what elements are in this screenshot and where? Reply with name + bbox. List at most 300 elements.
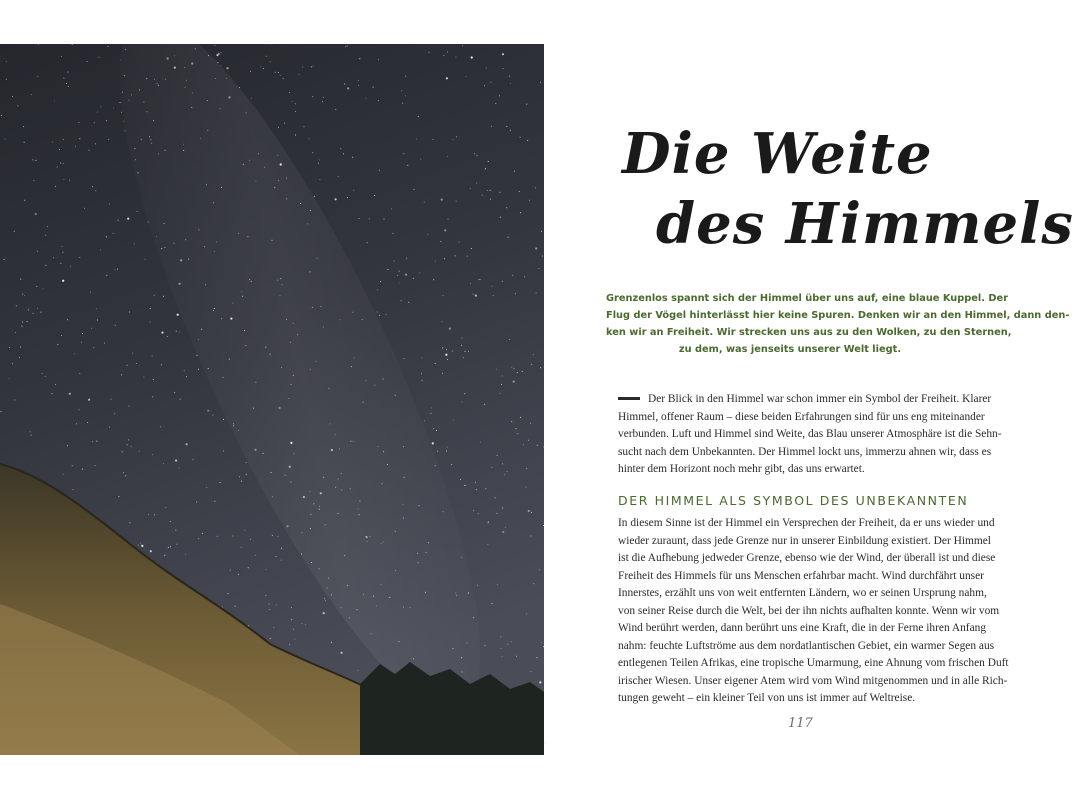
star — [509, 76, 510, 77]
star — [526, 613, 527, 614]
star — [442, 373, 443, 374]
star — [60, 263, 61, 264]
star — [402, 103, 403, 104]
star — [55, 186, 56, 187]
star — [84, 208, 85, 209]
star — [310, 514, 311, 515]
star — [335, 198, 337, 200]
star — [12, 96, 13, 97]
star — [358, 670, 359, 671]
star — [228, 593, 229, 594]
star — [533, 354, 534, 355]
star — [319, 568, 320, 569]
star — [269, 609, 270, 610]
star — [125, 49, 126, 50]
star — [129, 522, 130, 523]
star — [497, 584, 498, 585]
star — [300, 203, 301, 204]
star — [139, 89, 140, 90]
star — [480, 279, 481, 280]
star — [163, 463, 164, 464]
star — [408, 302, 409, 303]
body-line: hinter dem Horizont noch mehr gibt, das uns erwartet. — [618, 463, 865, 475]
star — [74, 353, 75, 354]
star — [277, 536, 278, 537]
star — [433, 428, 434, 429]
star — [465, 76, 466, 77]
star — [37, 251, 38, 252]
star — [456, 595, 457, 596]
star — [470, 283, 471, 284]
star — [325, 524, 326, 525]
star — [146, 78, 147, 79]
star — [443, 295, 444, 296]
star — [385, 314, 386, 315]
star — [278, 180, 279, 181]
star — [138, 545, 139, 546]
star — [312, 307, 313, 308]
star — [455, 57, 456, 58]
star — [440, 241, 441, 242]
star — [134, 148, 135, 149]
star — [289, 644, 290, 645]
star — [367, 541, 368, 542]
star — [424, 420, 425, 421]
text-page — [544, 0, 1074, 800]
star — [52, 142, 53, 143]
star — [196, 355, 197, 356]
star — [206, 184, 207, 185]
star — [4, 259, 5, 260]
star — [496, 513, 497, 514]
star — [383, 542, 384, 543]
body-line-text: Der Blick in den Himmel war schon immer ein Symbol der Freiheit. Klarer — [648, 393, 992, 405]
star — [265, 569, 266, 570]
star — [274, 187, 275, 188]
star — [15, 332, 16, 333]
star — [123, 472, 124, 473]
star — [541, 231, 542, 232]
star — [61, 246, 62, 247]
star — [17, 105, 18, 106]
star — [374, 385, 375, 386]
star — [401, 300, 402, 301]
star — [143, 377, 144, 378]
star — [271, 472, 272, 473]
star — [381, 584, 382, 585]
star — [87, 422, 88, 423]
star — [533, 583, 534, 584]
star — [359, 218, 360, 219]
star — [41, 312, 42, 313]
intro-line: zu dem, was jenseits unserer Welt liegt. — [678, 344, 902, 355]
star — [460, 479, 461, 480]
star — [214, 501, 215, 502]
star — [127, 218, 129, 220]
intro-line: Grenzenlos spannt sich der Himmel über uns auf, eine blaue Kuppel. Der — [606, 293, 1009, 304]
star — [16, 305, 17, 306]
star — [291, 619, 292, 620]
star — [263, 68, 264, 69]
star — [57, 167, 58, 168]
star — [422, 380, 423, 381]
star — [286, 198, 287, 199]
star — [1, 411, 2, 412]
star — [531, 512, 532, 513]
star — [108, 46, 109, 47]
star — [403, 358, 404, 359]
star — [399, 271, 400, 272]
star — [500, 217, 501, 218]
star — [354, 358, 355, 359]
star — [399, 282, 400, 283]
star — [183, 144, 184, 145]
star — [164, 555, 165, 556]
star — [185, 239, 186, 240]
star — [435, 465, 436, 466]
star — [506, 126, 507, 127]
star — [104, 343, 105, 344]
star — [477, 155, 478, 156]
star — [89, 150, 90, 151]
star — [150, 139, 151, 140]
star — [500, 648, 501, 649]
star — [502, 463, 503, 464]
star — [341, 473, 342, 474]
star — [531, 364, 532, 365]
star — [512, 275, 513, 276]
star — [174, 392, 175, 393]
star — [347, 197, 348, 198]
star — [150, 322, 151, 323]
star — [207, 100, 208, 101]
star — [310, 491, 311, 492]
star — [335, 434, 336, 435]
star — [294, 453, 295, 454]
star — [109, 204, 110, 205]
star — [528, 510, 530, 512]
star — [488, 522, 489, 523]
star — [392, 233, 393, 234]
star — [299, 74, 300, 75]
star — [405, 95, 406, 96]
star — [320, 492, 322, 494]
star — [473, 510, 474, 511]
star — [214, 45, 215, 46]
star — [324, 598, 325, 599]
star — [541, 642, 542, 643]
star — [164, 247, 165, 248]
star — [382, 483, 383, 484]
star — [218, 53, 220, 55]
star — [228, 96, 230, 98]
star — [286, 178, 287, 179]
star — [502, 375, 503, 376]
star — [485, 168, 486, 169]
star — [500, 636, 501, 637]
star — [538, 268, 539, 269]
star — [520, 212, 521, 213]
star — [369, 218, 370, 219]
star — [249, 160, 250, 161]
star — [443, 55, 444, 56]
star — [519, 191, 520, 192]
star — [20, 347, 21, 348]
star — [6, 61, 7, 62]
star — [293, 629, 294, 630]
night-sky-image — [0, 44, 544, 755]
star — [47, 226, 48, 227]
star — [482, 195, 483, 196]
star — [488, 161, 489, 162]
star — [226, 78, 227, 79]
star — [442, 348, 443, 349]
star — [526, 104, 527, 105]
star — [72, 465, 73, 466]
star — [247, 236, 248, 237]
star — [463, 357, 464, 358]
star — [9, 378, 10, 379]
star — [317, 258, 318, 259]
star — [106, 236, 107, 237]
star — [350, 488, 351, 489]
star — [464, 351, 465, 352]
star — [387, 464, 388, 465]
star — [62, 252, 63, 253]
star — [520, 417, 521, 418]
star — [367, 242, 368, 243]
star — [339, 448, 340, 449]
star — [501, 384, 502, 385]
star — [24, 295, 25, 296]
star — [319, 159, 320, 160]
star — [78, 122, 79, 123]
star — [433, 139, 434, 140]
star — [418, 116, 419, 117]
star — [179, 283, 181, 285]
star — [380, 281, 381, 282]
star — [238, 233, 239, 234]
star — [499, 192, 500, 193]
star — [12, 363, 13, 364]
star — [207, 410, 209, 412]
star — [27, 321, 28, 322]
star — [145, 259, 146, 260]
star — [530, 536, 531, 537]
star — [486, 68, 487, 69]
star — [20, 279, 21, 280]
star — [63, 163, 64, 164]
star — [206, 487, 207, 488]
star — [310, 528, 311, 529]
star — [43, 288, 44, 289]
star — [275, 72, 276, 73]
star — [214, 251, 215, 252]
star — [456, 136, 457, 137]
intro-line: Flug der Vögel hinterlässt hier keine Spuren. Denken wir an den Himmel, dann den- — [606, 310, 1070, 321]
star — [506, 207, 507, 208]
star — [165, 79, 166, 80]
star — [263, 453, 264, 454]
star — [72, 489, 73, 490]
star — [449, 328, 451, 330]
night-sky-photo — [0, 44, 544, 755]
star — [138, 172, 139, 173]
star — [504, 474, 505, 475]
star — [418, 562, 419, 563]
star — [403, 518, 404, 519]
star — [198, 339, 199, 340]
star — [279, 407, 281, 409]
star — [55, 384, 56, 385]
star — [424, 202, 425, 203]
star — [23, 126, 24, 127]
star — [154, 79, 155, 80]
star — [491, 467, 492, 468]
star — [67, 319, 68, 320]
star — [127, 444, 128, 445]
star — [291, 607, 292, 608]
star — [63, 78, 64, 79]
star — [76, 423, 77, 424]
star — [433, 279, 434, 280]
star — [9, 347, 10, 348]
intro-line: ken wir an Freiheit. Wir strecken uns aus zu den Wolken, zu den Sternen, — [606, 327, 1012, 338]
star — [363, 402, 364, 403]
star — [513, 381, 515, 383]
star — [165, 150, 166, 151]
star — [280, 278, 281, 279]
star — [323, 97, 324, 98]
star — [148, 222, 149, 223]
star — [284, 123, 285, 124]
star — [242, 296, 243, 297]
star — [397, 275, 398, 276]
star — [175, 459, 177, 461]
star — [79, 257, 80, 258]
star — [474, 153, 475, 154]
star — [503, 68, 504, 69]
star — [255, 382, 256, 383]
star — [526, 487, 527, 488]
star — [42, 373, 43, 374]
star — [445, 354, 447, 356]
star — [325, 600, 326, 601]
star — [35, 213, 37, 215]
star — [37, 308, 38, 309]
star — [251, 98, 252, 99]
star — [207, 130, 208, 131]
star — [35, 160, 36, 161]
star — [487, 190, 488, 191]
star — [515, 293, 516, 294]
star — [239, 476, 240, 477]
star — [285, 475, 286, 476]
star — [471, 248, 472, 249]
star — [491, 126, 492, 127]
star — [473, 617, 474, 618]
star — [468, 351, 469, 352]
star — [347, 46, 348, 47]
star — [72, 44, 73, 45]
star — [53, 257, 54, 258]
star — [319, 509, 320, 510]
star — [82, 333, 83, 334]
star — [125, 475, 126, 476]
star — [220, 52, 221, 53]
star — [323, 612, 325, 614]
star — [536, 293, 537, 294]
star — [505, 527, 506, 528]
star — [100, 249, 101, 250]
star — [33, 180, 34, 181]
star — [430, 413, 431, 414]
star — [283, 78, 284, 79]
body-line: verbunden. Luft und Himmel sind Weite, das Blau unserer Atmosphäre ist die Sehn- — [618, 428, 1002, 440]
star — [311, 562, 312, 563]
star — [405, 274, 407, 276]
star — [295, 111, 296, 112]
star — [328, 578, 329, 579]
star — [223, 451, 224, 452]
star — [238, 574, 239, 575]
star — [282, 284, 283, 285]
star — [313, 66, 314, 67]
star — [31, 435, 32, 436]
body-line: Wind berührt werden, dann berührt uns eine Kraft, die in der Ferne ihren Anfang — [618, 622, 987, 634]
star — [280, 163, 282, 165]
star — [542, 256, 543, 257]
star — [452, 351, 453, 352]
star — [527, 140, 528, 141]
star — [195, 48, 196, 49]
star — [488, 522, 489, 523]
star — [403, 153, 404, 154]
star — [113, 233, 114, 234]
star — [97, 112, 98, 113]
star — [200, 138, 201, 139]
body-line — [618, 391, 1000, 409]
star — [383, 451, 384, 452]
star — [448, 219, 449, 220]
star — [465, 485, 466, 486]
star — [331, 594, 332, 595]
star — [410, 607, 411, 608]
star — [362, 319, 363, 320]
star — [293, 323, 294, 324]
star — [468, 592, 469, 593]
star — [419, 272, 420, 273]
star — [128, 100, 129, 101]
star — [45, 235, 46, 236]
star — [389, 597, 390, 598]
star — [276, 556, 277, 557]
star — [216, 241, 217, 242]
star — [335, 487, 336, 488]
star — [90, 292, 91, 293]
star — [118, 220, 119, 221]
star — [6, 79, 7, 80]
star — [79, 138, 80, 139]
star — [82, 469, 83, 470]
star — [167, 336, 168, 337]
star — [222, 607, 223, 608]
star — [312, 152, 313, 153]
star — [347, 87, 349, 89]
star — [537, 445, 538, 446]
star — [291, 101, 292, 102]
star — [441, 321, 442, 322]
